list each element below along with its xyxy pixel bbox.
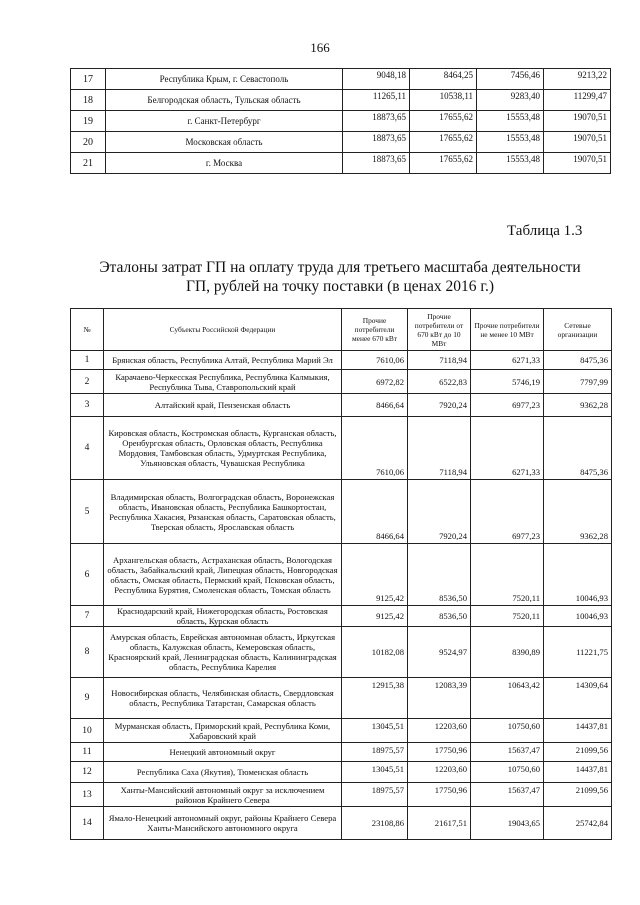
value-cell: 10643,42	[471, 678, 544, 719]
value-cell: 14309,64	[544, 678, 612, 719]
header-subject: Субъекты Российской Федерации	[104, 309, 342, 351]
value-cell: 15553,48	[477, 111, 544, 132]
subject-cell: Архангельская область, Астраханская область, Вологодская область, Забайкальский край, Липецкая область, Новгородская область, Омская область, Пермский край, Псковская область, Республика Бурятия, Смоленская область, Томская область	[104, 544, 342, 606]
value-cell: 21099,56	[544, 743, 612, 762]
value-cell: 7920,24	[408, 394, 471, 417]
subject-cell: Мурманская область, Приморский край, Республика Коми, Хабаровский край	[104, 719, 342, 743]
value-cell: 8536,50	[408, 544, 471, 606]
value-cell: 23108,86	[342, 807, 408, 840]
row-number: 4	[71, 417, 104, 480]
value-cell: 9362,28	[544, 394, 612, 417]
value-cell: 7456,46	[477, 69, 544, 90]
value-cell: 19043,65	[471, 807, 544, 840]
subject-cell: Ямало-Ненецкий автономный округ, районы Крайнего Севера Ханты-Мансийского автономного округа	[104, 807, 342, 840]
value-cell: 7610,06	[342, 417, 408, 480]
header-consumers-670kw-10mw: Прочие потребители от 670 кВт до 10 МВт	[408, 309, 471, 351]
row-number: 7	[71, 606, 104, 627]
value-cell: 17750,96	[408, 783, 471, 807]
value-cell: 17750,96	[408, 743, 471, 762]
subject-cell: Кировская область, Костромская область, Курганская область, Оренбургская область, Орловская область, Республика Мордовия, Тамбовская область, Удмуртская Республика, Ульяновская область, Чувашская Республика	[104, 417, 342, 480]
cost-table-row	[71, 394, 612, 417]
value-cell: 10046,93	[544, 606, 612, 627]
value-cell: 6972,82	[342, 370, 408, 394]
value-cell: 12203,60	[408, 762, 471, 783]
row-number: 1	[71, 351, 104, 370]
value-cell: 18975,57	[342, 783, 408, 807]
continued-table-row	[71, 111, 611, 132]
cost-table-row	[71, 743, 612, 762]
value-cell: 8475,36	[544, 417, 612, 480]
row-number: 12	[71, 762, 104, 783]
table-title-line-2: ГП, рублей на точку поставки (в ценах 2016 г.)	[185, 278, 494, 295]
value-cell: 7118,94	[408, 417, 471, 480]
subject-cell: г. Москва	[106, 153, 343, 174]
value-cell: 9283,40	[477, 90, 544, 111]
value-cell: 13045,51	[342, 762, 408, 783]
value-cell: 15553,48	[477, 153, 544, 174]
value-cell: 11221,75	[544, 627, 612, 678]
subject-cell: Алтайский край, Пензенская область	[104, 394, 342, 417]
value-cell: 5746,19	[471, 370, 544, 394]
value-cell: 7520,11	[471, 606, 544, 627]
value-cell: 19070,51	[544, 111, 611, 132]
table-label: Таблица 1.3	[507, 223, 583, 239]
row-number: 18	[71, 90, 106, 111]
value-cell: 6977,23	[471, 480, 544, 544]
page-number: 166	[310, 40, 330, 55]
cost-table-row	[71, 678, 612, 719]
row-number: 10	[71, 719, 104, 743]
value-cell: 9362,28	[544, 480, 612, 544]
subject-cell: Республика Крым, г. Севастополь	[106, 69, 343, 90]
value-cell: 14437,81	[544, 719, 612, 743]
value-cell: 15553,48	[477, 132, 544, 153]
value-cell: 8464,25	[410, 69, 477, 90]
subject-cell: Брянская область, Республика Алтай, Республика Марий Эл	[104, 351, 342, 370]
row-number: 11	[71, 743, 104, 762]
header-grid-organizations: Сетевые организации	[544, 309, 612, 351]
cost-table-row	[71, 480, 612, 544]
row-number: 14	[71, 807, 104, 840]
row-number: 3	[71, 394, 104, 417]
continued-table	[70, 68, 611, 174]
value-cell: 8466,64	[342, 394, 408, 417]
value-cell: 9125,42	[342, 544, 408, 606]
subject-cell: Московская область	[106, 132, 343, 153]
table-title	[70, 258, 610, 296]
row-number: 5	[71, 480, 104, 544]
value-cell: 6271,33	[471, 351, 544, 370]
value-cell: 21099,56	[544, 783, 612, 807]
value-cell: 8475,36	[544, 351, 612, 370]
value-cell: 12203,60	[408, 719, 471, 743]
row-number: 6	[71, 544, 104, 606]
subject-cell: г. Санкт-Петербург	[106, 111, 343, 132]
value-cell: 6271,33	[471, 417, 544, 480]
cost-standards-table-body	[71, 351, 612, 840]
value-cell: 10750,60	[471, 762, 544, 783]
value-cell: 6977,23	[471, 394, 544, 417]
subject-cell: Амурская область, Еврейская автономная область, Иркутская область, Калужская область, Кемеровская область, Красноярский край, Ленинградская область, Калининградская область, Республика Карелия	[104, 627, 342, 678]
value-cell: 18873,65	[343, 111, 410, 132]
cost-table-row	[71, 783, 612, 807]
value-cell: 10046,93	[544, 544, 612, 606]
row-number: 21	[71, 153, 106, 174]
value-cell: 17655,62	[410, 111, 477, 132]
cost-table-row	[71, 807, 612, 840]
cost-table-row	[71, 351, 612, 370]
continued-table-row	[71, 153, 611, 174]
cost-table-row	[71, 417, 612, 480]
cost-table-row	[71, 627, 612, 678]
subject-cell: Владимирская область, Волгоградская область, Воронежская область, Ивановская область, Республика Башкортостан, Республика Хакасия, Рязанская область, Саратовская область, Тверская область, Ярославская область	[104, 480, 342, 544]
value-cell: 7520,11	[471, 544, 544, 606]
cost-table-row	[71, 719, 612, 743]
header-consumers-above-10mw: Прочие потребители не менее 10 МВт	[471, 309, 544, 351]
value-cell: 10538,11	[410, 90, 477, 111]
cost-standards-table	[70, 308, 612, 840]
table-title-line-1: Эталоны затрат ГП на оплату труда для третьего масштаба деятельности	[99, 259, 581, 276]
value-cell: 7610,06	[342, 351, 408, 370]
header-consumers-below-670kw: Прочие потребители менее 670 кВт	[342, 309, 408, 351]
subject-cell: Краснодарский край, Нижегородская область, Ростовская область, Курская область	[104, 606, 342, 627]
value-cell: 10750,60	[471, 719, 544, 743]
cost-table-row	[71, 370, 612, 394]
value-cell: 9524,97	[408, 627, 471, 678]
continued-table-body	[71, 69, 611, 174]
row-number: 2	[71, 370, 104, 394]
subject-cell: Карачаево-Черкесская Республика, Республика Калмыкия, Республика Тыва, Ставропольский край	[104, 370, 342, 394]
row-number: 17	[71, 69, 106, 90]
row-number: 9	[71, 678, 104, 719]
value-cell: 12915,38	[342, 678, 408, 719]
value-cell: 9213,22	[544, 69, 611, 90]
value-cell: 10182,08	[342, 627, 408, 678]
continued-table-row	[71, 90, 611, 111]
value-cell: 11265,11	[343, 90, 410, 111]
row-number: 20	[71, 132, 106, 153]
value-cell: 7118,94	[408, 351, 471, 370]
subject-cell: Республика Саха (Якутия), Тюменская область	[104, 762, 342, 783]
continued-table-row	[71, 132, 611, 153]
value-cell: 15637,47	[471, 743, 544, 762]
value-cell: 7797,99	[544, 370, 612, 394]
value-cell: 11299,47	[544, 90, 611, 111]
value-cell: 15637,47	[471, 783, 544, 807]
value-cell: 17655,62	[410, 153, 477, 174]
value-cell: 18975,57	[342, 743, 408, 762]
value-cell: 19070,51	[544, 132, 611, 153]
value-cell: 7920,24	[408, 480, 471, 544]
subject-cell: Новосибирская область, Челябинская область, Свердловская область, Республика Татарстан, Самарская область	[104, 678, 342, 719]
value-cell: 21617,51	[408, 807, 471, 840]
header-num: №	[71, 309, 104, 351]
value-cell: 9125,42	[342, 606, 408, 627]
cost-table-row	[71, 762, 612, 783]
row-number: 8	[71, 627, 104, 678]
cost-table-row	[71, 544, 612, 606]
row-number: 13	[71, 783, 104, 807]
value-cell: 18873,65	[343, 153, 410, 174]
value-cell: 19070,51	[544, 153, 611, 174]
subject-cell: Ханты-Мансийский автономный округ за исключением районов Крайнего Севера	[104, 783, 342, 807]
value-cell: 13045,51	[342, 719, 408, 743]
value-cell: 8466,64	[342, 480, 408, 544]
value-cell: 14437,81	[544, 762, 612, 783]
value-cell: 18873,65	[343, 132, 410, 153]
header-row	[71, 309, 612, 351]
value-cell: 8390,89	[471, 627, 544, 678]
continued-table-row	[71, 69, 611, 90]
value-cell: 17655,62	[410, 132, 477, 153]
value-cell: 8536,50	[408, 606, 471, 627]
row-number: 19	[71, 111, 106, 132]
subject-cell: Ненецкий автономный округ	[104, 743, 342, 762]
subject-cell: Белгородская область, Тульская область	[106, 90, 343, 111]
value-cell: 12083,39	[408, 678, 471, 719]
value-cell: 6522,83	[408, 370, 471, 394]
value-cell: 25742,84	[544, 807, 612, 840]
value-cell: 9048,18	[343, 69, 410, 90]
cost-table-row	[71, 606, 612, 627]
